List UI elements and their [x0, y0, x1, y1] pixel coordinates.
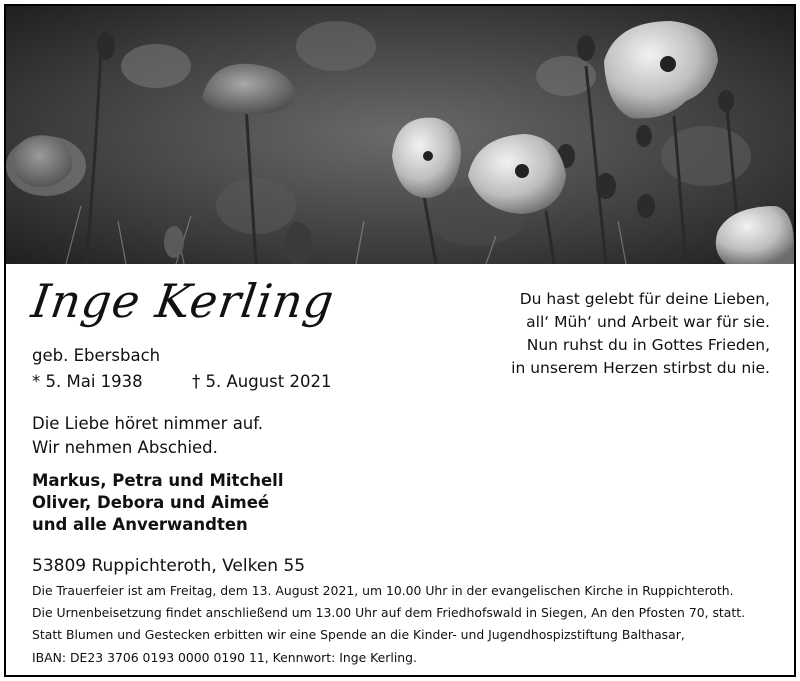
poem-line: Du hast gelebt für deine Lieben, [519, 290, 770, 308]
mourner-line: Oliver, Debora und Aimeé [32, 493, 270, 512]
quote-line: Die Liebe höret nimmer auf. [32, 414, 264, 433]
farewell-quote [32, 412, 263, 460]
maiden-name: geb. Ebersbach [32, 346, 161, 365]
memorial-poem [511, 288, 770, 380]
family-address: 53809 Ruppichteroth, Velken 55 [32, 556, 306, 576]
poppy-field-photo [6, 6, 794, 264]
details-line: Die Urnenbeisetzung findet anschließend um 13.00 Uhr auf dem Friedhofswald in Siegen, An den Pfosten 70, statt. [32, 605, 746, 621]
funeral-details [32, 580, 745, 669]
details-line: IBAN: DE23 3706 0193 0000 0190 11, Kennwort: Inge Kerling. [32, 649, 417, 665]
poem-line: Nun ruhst du in Gottes Frieden, [526, 336, 770, 354]
mourner-line: Markus, Petra und Mitchell [32, 471, 284, 490]
quote-line: Wir nehmen Abschied. [32, 438, 218, 457]
mourners-list [32, 470, 283, 536]
details-line: Die Trauerfeier ist am Freitag, dem 13. August 2021, um 10.00 Uhr in der evangelischen Kirche in Ruppichteroth. [32, 583, 734, 598]
life-dates [32, 372, 332, 391]
death-date: † 5. August 2021 [192, 372, 332, 391]
poem-line: all‘ Müh‘ und Arbeit war für sie. [526, 313, 770, 331]
birth-date: * 5. Mai 1938 [32, 372, 143, 391]
deceased-name: Inge Kerling [28, 274, 338, 328]
details-line: Statt Blumen und Gestecken erbitten wir eine Spende an die Kinder- und Jugendhospizstiftung Balthasar, [32, 627, 685, 643]
mourner-line: und alle Anverwandten [32, 515, 248, 534]
obituary-notice [4, 4, 796, 677]
poem-line: in unserem Herzen stirbst du nie. [511, 359, 770, 377]
